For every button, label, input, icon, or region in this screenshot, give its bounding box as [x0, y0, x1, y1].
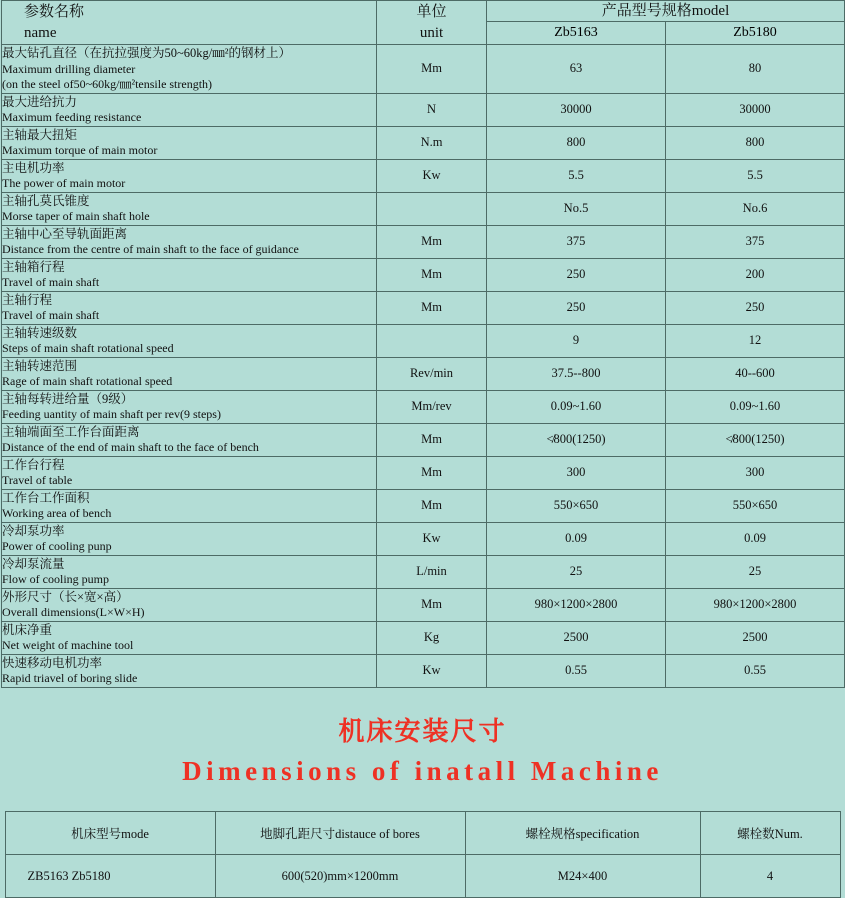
value-cell-model2: 12 — [666, 324, 845, 357]
header-parameter-name-cn: 参数名称 — [24, 4, 85, 21]
value-cell-model1: 25 — [487, 555, 666, 588]
parameter-name-cn: 冷却泵功率 — [2, 523, 65, 538]
value-cell-model2: 0.09~1.60 — [666, 390, 845, 423]
parameter-name-cn: 主轴箱行程 — [2, 259, 65, 274]
value-cell-model2: 800 — [666, 126, 845, 159]
parameter-name-cell — [2, 621, 377, 654]
unit-cell: Kw — [377, 159, 487, 192]
value-cell-model2: 375 — [666, 225, 845, 258]
unit-cell: Kg — [377, 621, 487, 654]
table-row — [2, 423, 845, 456]
value-cell-model1: 5.5 — [487, 159, 666, 192]
parameter-name-cn: 主轴行程 — [2, 292, 53, 307]
parameter-name-en: Working area of bench — [2, 506, 112, 521]
parameter-name-cell — [2, 291, 377, 324]
dims-header-bores: 地脚孔距尺寸distauce of bores — [215, 812, 465, 855]
value-cell-model2: No.6 — [666, 192, 845, 225]
parameter-name-cell — [2, 654, 377, 687]
unit-cell: Mm — [377, 588, 487, 621]
header-parameter-name — [2, 1, 377, 45]
parameter-name-cell — [2, 258, 377, 291]
table-row — [2, 654, 845, 687]
table-row — [2, 456, 845, 489]
value-cell-model1: ≮800(1250) — [487, 423, 666, 456]
parameter-name-en: Maximum drilling diameter — [2, 61, 136, 76]
value-cell-model1: 250 — [487, 258, 666, 291]
value-cell-model1: 0.09 — [487, 522, 666, 555]
table-row — [2, 357, 845, 390]
unit-cell: N.m — [377, 126, 487, 159]
parameter-name-en: Flow of cooling pump — [2, 572, 109, 587]
parameter-name-cn: 工作台工作面积 — [2, 490, 90, 505]
unit-cell — [377, 192, 487, 225]
parameter-name-cn: 主轴孔莫氏锥度 — [2, 193, 90, 208]
unit-cell: Mm/rev — [377, 390, 487, 423]
value-cell-model1: 9 — [487, 324, 666, 357]
table-row — [2, 159, 845, 192]
table-row — [2, 291, 845, 324]
value-cell-model2: 250 — [666, 291, 845, 324]
parameter-name-en: Maximum feeding resistance — [2, 110, 142, 125]
value-cell-model1: 0.09~1.60 — [487, 390, 666, 423]
dims-cell-bolt-number: 4 — [700, 855, 840, 898]
value-cell-model2: 0.55 — [666, 654, 845, 687]
value-cell-model1: 980×1200×2800 — [487, 588, 666, 621]
table-row — [2, 588, 845, 621]
parameter-name-cell — [2, 423, 377, 456]
parameter-name-cn: 机床净重 — [2, 622, 53, 637]
parameter-name-en: Distance from the centre of main shaft to the face of guidance — [2, 242, 299, 257]
parameter-name-cell — [2, 126, 377, 159]
value-cell-model1: 300 — [487, 456, 666, 489]
table-row — [2, 324, 845, 357]
unit-cell: Mm — [377, 291, 487, 324]
table-row — [2, 45, 845, 93]
unit-cell: Mm — [377, 45, 487, 93]
dims-header-row — [5, 812, 840, 855]
parameter-name-en: Travel of table — [2, 473, 73, 488]
parameter-name-cell — [2, 456, 377, 489]
parameter-name-en: Distance of the end of main shaft to the face of bench — [2, 440, 259, 455]
unit-cell: N — [377, 93, 487, 126]
value-cell-model1: 250 — [487, 291, 666, 324]
parameter-name-cn: 最大进给抗力 — [2, 94, 78, 109]
value-cell-model1: No.5 — [487, 192, 666, 225]
parameter-name-cell — [2, 93, 377, 126]
header-parameter-name-en: name — [24, 24, 57, 41]
parameter-name-cn: 最大钻孔直径（在抗拉强度为50~60kg/㎜²的钢材上） — [2, 46, 291, 61]
parameter-name-en: Morse taper of main shaft hole — [2, 209, 150, 224]
parameter-name-en-2: (on the steel of50~60kg/㎜²tensile strength) — [2, 77, 213, 92]
parameter-name-cell — [2, 588, 377, 621]
table-row — [2, 126, 845, 159]
parameter-name-cell — [2, 324, 377, 357]
dims-header-specification: 螺栓规格specification — [465, 812, 700, 855]
table-row — [2, 225, 845, 258]
parameter-name-cell — [2, 45, 377, 93]
parameter-name-cn: 主轴转速级数 — [2, 325, 78, 340]
parameter-name-en: Steps of main shaft rotational speed — [2, 341, 174, 356]
parameter-name-cell — [2, 225, 377, 258]
unit-cell — [377, 324, 487, 357]
value-cell-model1: 375 — [487, 225, 666, 258]
unit-cell: Mm — [377, 423, 487, 456]
unit-cell: L/min — [377, 555, 487, 588]
value-cell-model2: 2500 — [666, 621, 845, 654]
dims-data-row — [5, 855, 840, 898]
parameter-name-cn: 主轴中心至导轨面距离 — [2, 226, 128, 241]
value-cell-model1: 63 — [487, 45, 666, 93]
table-row — [2, 522, 845, 555]
value-cell-model2: 300 — [666, 456, 845, 489]
parameter-name-en: The power of main motor — [2, 176, 126, 191]
parameter-name-en: Travel of main shaft — [2, 275, 100, 290]
unit-cell: Mm — [377, 225, 487, 258]
table-row — [2, 390, 845, 423]
banner-title-en: Dimensions of inatall Machine — [182, 755, 663, 786]
value-cell-model2: 200 — [666, 258, 845, 291]
dims-header-model: 机床型号mode — [5, 812, 215, 855]
unit-cell: Mm — [377, 258, 487, 291]
dims-header-bolt-number: 螺栓数Num. — [700, 812, 840, 855]
parameter-name-cn: 主轴转速范围 — [2, 358, 78, 373]
value-cell-model2: 40--600 — [666, 357, 845, 390]
table-row — [2, 258, 845, 291]
parameter-name-en: Rapid triavel of boring slide — [2, 671, 138, 686]
value-cell-model1: 2500 — [487, 621, 666, 654]
section-banner — [0, 688, 845, 802]
value-cell-model2: 550×650 — [666, 489, 845, 522]
table-row — [2, 555, 845, 588]
header-unit — [377, 1, 487, 45]
parameter-name-en: Rage of main shaft rotational speed — [2, 374, 173, 389]
value-cell-model1: 0.55 — [487, 654, 666, 687]
header-unit-cn: 单位 — [416, 4, 447, 21]
parameter-name-cn: 冷却泵流量 — [2, 556, 65, 571]
header-model-group: 产品型号规格model — [487, 1, 845, 22]
parameter-name-cell — [2, 357, 377, 390]
unit-cell: Kw — [377, 522, 487, 555]
header-model-2: Zb5180 — [666, 22, 845, 45]
table-row — [2, 192, 845, 225]
parameter-name-cell — [2, 555, 377, 588]
parameter-name-cn: 快速移动电机功率 — [2, 655, 103, 670]
parameter-name-en: Power of cooling punp — [2, 539, 112, 554]
value-cell-model2: 5.5 — [666, 159, 845, 192]
value-cell-model1: 30000 — [487, 93, 666, 126]
unit-cell: Rev/min — [377, 357, 487, 390]
unit-cell: Mm — [377, 456, 487, 489]
value-cell-model2: 25 — [666, 555, 845, 588]
value-cell-model2: 980×1200×2800 — [666, 588, 845, 621]
parameter-name-en: Travel of main shaft — [2, 308, 100, 323]
parameter-name-cell — [2, 522, 377, 555]
value-cell-model1: 37.5--800 — [487, 357, 666, 390]
dims-cell-bores: 600(520)mm×1200mm — [215, 855, 465, 898]
dims-cell-model: ZB5163 Zb5180 — [5, 855, 215, 898]
parameter-name-cn: 主轴端面至工作台面距离 — [2, 424, 140, 439]
table-row — [2, 621, 845, 654]
value-cell-model2: 30000 — [666, 93, 845, 126]
value-cell-model2: 80 — [666, 45, 845, 93]
parameter-name-cell — [2, 159, 377, 192]
parameter-name-cn: 主轴最大扭矩 — [2, 127, 78, 142]
parameter-name-en: Maximum torque of main motor — [2, 143, 158, 158]
parameter-name-en: Overall dimensions(L×W×H) — [2, 605, 145, 620]
table-header-row — [2, 1, 845, 22]
parameter-name-cell — [2, 390, 377, 423]
dims-cell-specification: M24×400 — [465, 855, 700, 898]
value-cell-model1: 800 — [487, 126, 666, 159]
value-cell-model2: ≮800(1250) — [666, 423, 845, 456]
banner-title-cn: 机床安装尺寸 — [338, 716, 507, 746]
parameter-name-cn: 主电机功率 — [2, 160, 65, 175]
parameter-name-cn: 工作台行程 — [2, 457, 65, 472]
table-row — [2, 489, 845, 522]
parameter-name-cell — [2, 192, 377, 225]
unit-cell: Mm — [377, 489, 487, 522]
specification-table — [1, 0, 845, 688]
header-unit-en: unit — [419, 24, 444, 41]
installation-dimensions-table — [5, 811, 841, 898]
parameter-name-cn: 外形尺寸（长×宽×高） — [2, 589, 129, 604]
parameter-name-en: Net weight of machine tool — [2, 638, 134, 653]
header-model-1: Zb5163 — [487, 22, 666, 45]
parameter-name-cell — [2, 489, 377, 522]
unit-cell: Kw — [377, 654, 487, 687]
parameter-name-en: Feeding uantity of main shaft per rev(9 steps) — [2, 407, 221, 422]
value-cell-model1: 550×650 — [487, 489, 666, 522]
parameter-name-cn: 主轴每转进给量（9级） — [2, 391, 134, 406]
table-row — [2, 93, 845, 126]
value-cell-model2: 0.09 — [666, 522, 845, 555]
